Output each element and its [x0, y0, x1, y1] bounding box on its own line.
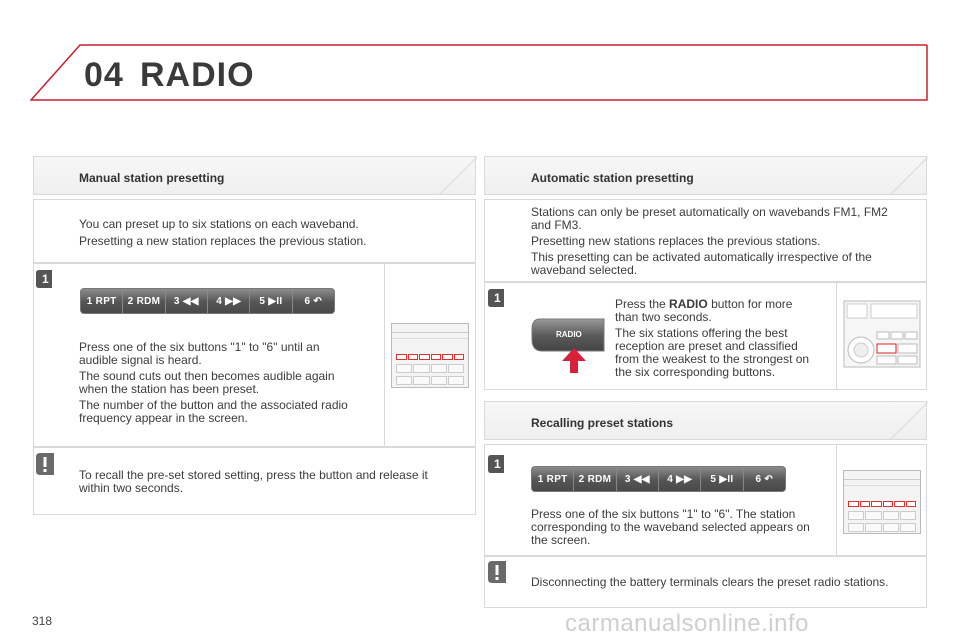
automatic-step-line5: from the weakest to the strongest on [615, 352, 810, 366]
preset-button-6[interactable]: 6 ↶ [744, 467, 785, 491]
preset-button-5[interactable]: 5 ▶II [250, 289, 292, 313]
preset-button-2[interactable]: 2 RDM [574, 467, 616, 491]
automatic-step-number: 1 [494, 291, 501, 305]
radio-display-illustration [391, 323, 469, 388]
preset-button-3[interactable]: 3 ◀◀ [617, 467, 659, 491]
chapter-title: RADIO [140, 56, 255, 94]
preset-button-strip [80, 288, 335, 314]
preset-button-strip [531, 466, 786, 492]
automatic-line1: Stations can only be preset automatically on wavebands FM1, FM2 [531, 205, 888, 219]
automatic-step-line3: The six stations offering the best [615, 326, 788, 340]
manual-step-line1: Press one of the six buttons "1" to "6" until an [79, 340, 320, 354]
press-rest-text: button for more [711, 297, 793, 311]
page-number: 318 [32, 614, 53, 628]
recall-note-text: Disconnecting the battery terminals clears the preset radio stations. [531, 575, 889, 589]
recall-step-number: 1 [494, 457, 501, 471]
warning-icon [488, 561, 506, 583]
manual-step-line2: audible signal is heard. [79, 353, 202, 367]
warning-icon [36, 453, 54, 475]
preset-button-4[interactable]: 4 ▶▶ [208, 289, 250, 313]
preset-button-4[interactable]: 4 ▶▶ [659, 467, 701, 491]
automatic-step-line4: reception are preset and classified [615, 339, 798, 353]
preset-button-1[interactable]: 1 RPT [532, 467, 574, 491]
manual-note-line2: within two seconds. [79, 481, 184, 495]
manual-intro-line1: You can preset up to six stations on each waveband. [79, 217, 359, 231]
preset-button-6[interactable]: 6 ↶ [293, 289, 334, 313]
press-the-text: Press the [615, 297, 666, 311]
radio-button-illustration [530, 315, 608, 373]
watermark-text: carmanualsonline.info [565, 610, 809, 637]
manual-note-line1: To recall the pre-set stored setting, press the button and release it [79, 468, 428, 482]
automatic-press-line2: than two seconds. [615, 310, 712, 324]
manual-step-line3: The sound cuts out then becomes audible again [79, 369, 335, 383]
recall-step-line1: Press one of the six buttons "1" to "6". The station [531, 507, 796, 521]
radio-unit-illustration [843, 300, 921, 368]
manual-intro-box [33, 199, 476, 263]
automatic-step-line6: the six corresponding buttons. [615, 365, 776, 379]
manual-section-title: Manual station presetting [79, 171, 225, 185]
radio-display-illustration [843, 470, 921, 534]
manual-intro-line2: Presetting a new station replaces the previous station. [79, 234, 367, 248]
preset-button-1[interactable]: 1 RPT [81, 289, 123, 313]
radio-button-label[interactable]: RADIO [556, 330, 582, 339]
recall-section-title: Recalling preset stations [531, 416, 674, 430]
manual-step-line6: frequency appear in the screen. [79, 411, 248, 425]
radio-keyword: RADIO [669, 297, 708, 311]
manual-step-number: 1 [42, 272, 49, 286]
automatic-line3: Presetting new stations replaces the previous stations. [531, 234, 821, 248]
automatic-line2: and FM3. [531, 218, 582, 232]
manual-step-line4: when the station has been preset. [79, 382, 260, 396]
automatic-line4: This presetting can be activated automatically irrespective of the [531, 250, 872, 264]
recall-step-line3: the screen. [531, 533, 591, 547]
preset-button-2[interactable]: 2 RDM [123, 289, 165, 313]
recall-step-line2: corresponding to the waveband selected appears on [531, 520, 810, 534]
chapter-number: 04 [84, 56, 124, 94]
automatic-section-title: Automatic station presetting [531, 171, 694, 185]
preset-button-3[interactable]: 3 ◀◀ [166, 289, 208, 313]
automatic-line5: waveband selected. [531, 263, 638, 277]
preset-button-5[interactable]: 5 ▶II [701, 467, 743, 491]
manual-step-line5: The number of the button and the associated radio [79, 398, 348, 412]
